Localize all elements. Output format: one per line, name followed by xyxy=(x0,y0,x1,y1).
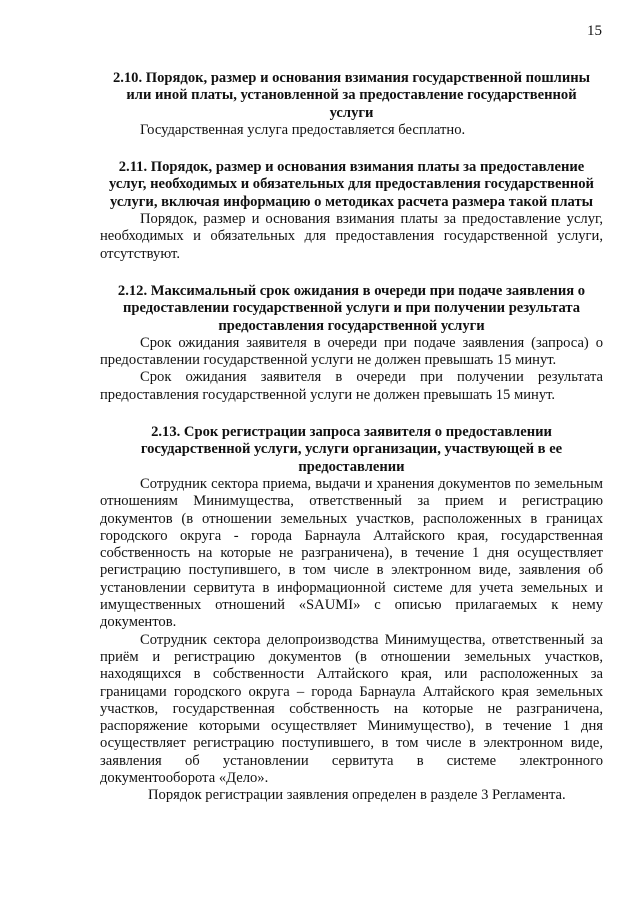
section-heading: 2.13. Срок регистрации запроса заявителя о предоставлении государственной услуги, услуги организации, участвующей в ее предоставлении xyxy=(140,424,563,475)
section-paragraph: Срок ожидания заявителя в очереди при получении результата предоставления государственной услуги не должен превышать 15 минут. xyxy=(100,369,603,403)
section-paragraph: Сотрудник сектора делопроизводства Минимущества, ответственный за приём и регистрацию документов (в отношении земельных участков, находящихся в собственности Алтайского края, или расположенных за границами городского округа – города Барнаула Алтайского края земельных участков, государственная собственность на которые не разграничена, распоряжение которыми осуществляет Минимущество), в течение 1 дня осуществляет регистрацию поступившего, в том числе в электронном виде, заявления об установлении сервитута в системе электронного документооборота «Дело». xyxy=(100,631,603,786)
section-heading: 2.12. Максимальный срок ожидания в очереди при подаче заявления о предоставлении государственной услуги и при получении результата предоставления государственной услуги xyxy=(117,282,586,334)
section-2-11 xyxy=(100,159,603,263)
section-paragraph: Государственная услуга предоставляется бесплатно. xyxy=(140,121,466,138)
section-2-13 xyxy=(100,424,603,805)
section-paragraph: Порядок, размер и основания взимания платы за предоставление услуг, необходимых и обязательных для предоставления государственной услуги, отсутствуют. xyxy=(100,211,603,262)
section-2-10 xyxy=(100,70,603,139)
section-2-12 xyxy=(100,283,603,404)
section-paragraph: Срок ожидания заявителя в очереди при подаче заявления (запроса) о предоставлении государственной услуги не должен превышать 15 минут. xyxy=(100,334,603,369)
page-number: 15 xyxy=(587,23,602,39)
section-paragraph: Сотрудник сектора приема, выдачи и хранения документов по земельным отношениям Минимущества, ответственный за прием и регистрацию документов (в отношении земельных участков, расположенных в границах городского округа - города Барнаула Алтайского края, государственная собственность на которые не разграничена), в течение 1 дня осуществляет регистрацию поступившего, в том числе в электронном виде, заявления об установлении сервитута в информационной системе для учета земельных и имущественных отношений «SAUMI» с описью прилагаемых к нему документов. xyxy=(100,475,603,631)
section-heading: 2.10. Порядок, размер и основания взимания государственной пошлины или иной платы, установленной за предоставление государственной услуги xyxy=(112,70,591,121)
section-heading: 2.11. Порядок, размер и основания взимания платы за предоставление услуг, необходимых и обязательных для предоставления государственной услуги, включая информацию о методиках расчета размера такой платы xyxy=(109,159,594,210)
document-body xyxy=(100,70,603,805)
section-paragraph: Порядок регистрации заявления определен в разделе 3 Регламента. xyxy=(148,787,566,804)
